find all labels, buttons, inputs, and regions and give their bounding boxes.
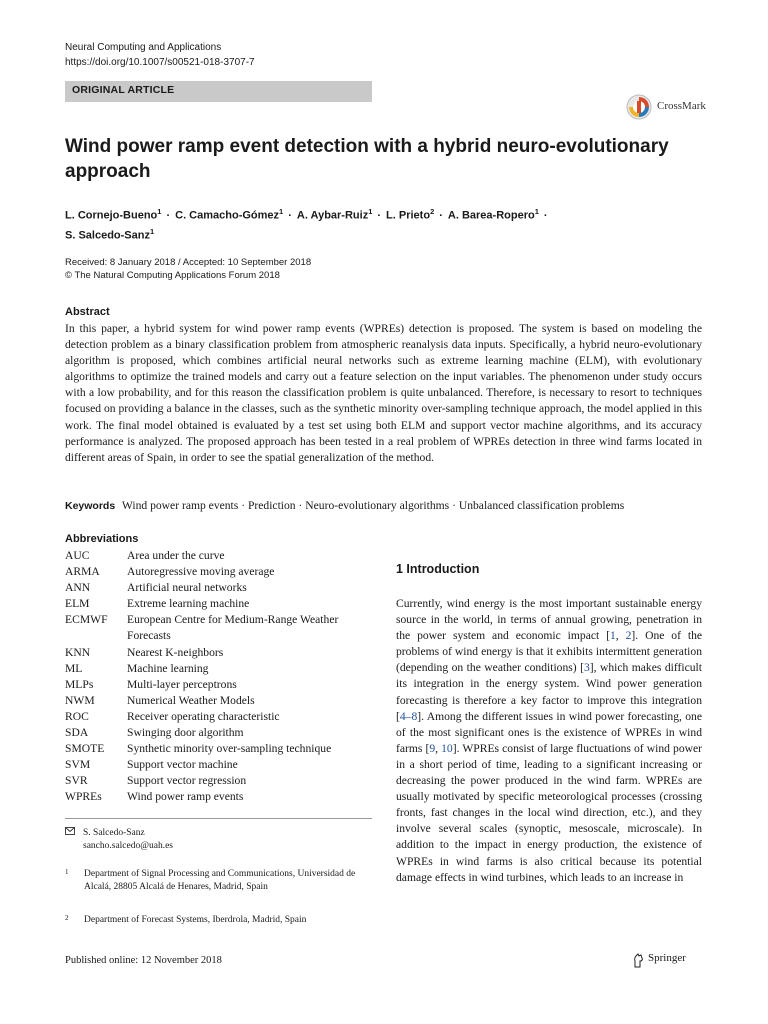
author-affiliation-mark: 1 [368,207,373,216]
abbreviation-row [65,580,375,596]
corresponding-email[interactable]: sancho.salcedo@uah.es [83,841,173,851]
crossmark-label: CrossMark [657,100,706,112]
author-line-1 [65,204,665,224]
abbreviation-definition: Autoregressive moving average [127,565,275,579]
paragraph-text: ]. One of the problems of wind energy is that it exhibits intermittent generation (depending on the weather conditions) [ [396,629,703,675]
citation-link[interactable]: 1 [610,629,616,643]
affiliation-number: 1 [65,868,69,876]
journal-name: Neural Computing and Applications [65,42,222,53]
publication-dates [65,256,311,282]
publisher-name: Springer [648,952,686,964]
abbreviation-row [65,789,375,805]
abbreviation-definition: Nearest K-neighbors [127,645,224,659]
abbreviation-row [65,757,375,773]
copyright-line: © The Natural Computing Applications Forum 2018 [65,270,280,281]
abbreviation-term: SDA [65,726,89,740]
citation-link[interactable]: 2 [625,629,632,643]
author-separator: · [166,209,171,222]
abbreviation-definition: Support vector regression [127,774,247,788]
abstract-heading: Abstract [65,306,110,318]
abbreviation-definition: European Centre for Medium-Range Weather Forecasts [127,613,339,643]
journal-header [65,40,255,70]
citation-link[interactable]: 10 [441,741,453,755]
author-separator: · [543,209,548,222]
author-separator: · [377,209,382,222]
abbreviation-row [65,693,375,709]
paragraph-text: ]. WPREs consist of large fluctuations of wind power in a short period of time, leading to a significant increasing or decreasing the power produced in the wind farm. WPREs are usually motivated by specific meteorological processes (crossing fronts, fast changes in the local wind direction, etc.), and they involve several scales (synoptic, mesoscale, microscale). In addition to the impact in energy production, the existence of WPREs in wind farms is also critical because its potential damage effects in wind turbines, which leads to an increase in [396,741,702,884]
abbreviation-definition: Machine learning [127,661,209,675]
abbreviation-definition: Extreme learning machine [127,597,250,611]
abbreviation-term: ELM [65,597,90,611]
paragraph-text: Currently, wind energy is the most important sustainable energy source in the world, in terms of annual growing, penetration in the power system and economic impact [ [396,597,702,643]
correspondence [65,827,173,853]
abbreviations-heading: Abbreviations [65,533,139,545]
paragraph-text: , [435,741,442,755]
author-name[interactable]: A. Aybar-Ruiz [296,209,369,222]
abbreviation-definition: Numerical Weather Models [127,693,255,707]
paragraph-text: ]. Among the different issues in wind power forecasting, one of the most significant ones is the existence of WPREs in wind farms [ [396,709,702,755]
abbreviation-term: ARMA [65,565,100,579]
envelope-icon [65,827,75,840]
paragraph-text: ], which makes difficult its integration in the energy system. Wind power generation forecasting is therefore a key factor to improve this integration [ [396,661,702,723]
corresponding-author: S. Salcedo-Sanz [83,828,145,838]
abbreviation-term: SVR [65,774,88,788]
affiliation-2 [65,914,374,927]
abbreviation-row [65,661,375,677]
published-online: Published online: 12 November 2018 [65,955,222,966]
abstract-text: In this paper, a hybrid system for wind power ramp events (WPREs) detection is proposed. The system is based on modeling the detection problem as a binary classification problem from atmospheric reanalysis data inputs. Specifically, a hybrid neuro-evolutionary algorithm is proposed, which combines artificial neural networks such as extreme learning machine (ELM), with evolutionary algorithms to optimize the trained models and carry out a feature selection on the input variables. The phenomenon under study occurs with a low probability, and for this reason the classification problem is quite unbalanced. Therefore, is necessary to resort to techniques focused on providing a balance in the classes, such as the synthetic minority over-sampling technique approach, the model applied in this work. The final model obtained is evaluated by a test set using both ELM and support vector machine algorithms, and its accuracy performance is analyzed. The proposed approach has been tested in a real problem of WPREs detection in three wind farms located in different areas of Spain, in order to see the spatial generalization of the method. [65,322,702,464]
article-type: ORIGINAL ARTICLE [72,84,175,96]
author-affiliation-mark: 1 [149,226,155,236]
abbreviation-term: ROC [65,709,89,723]
abbreviation-definition: Receiver operating characteristic [127,709,280,723]
author-name[interactable]: C. Camacho-Gómez [175,209,280,222]
author-name[interactable]: L. Cornejo-Bueno [65,209,158,222]
abbreviation-definition: Synthetic minority over-sampling technique [127,742,332,756]
abbreviation-row [65,645,375,661]
author-name[interactable]: A. Barea-Ropero [447,209,535,222]
abbreviation-term: MLPs [65,677,94,691]
author-affiliation-mark: 1 [534,207,539,216]
abbreviations-table [65,548,375,806]
footnote-divider [65,818,372,819]
abbreviation-definition: Area under the curve [127,549,225,562]
author-name[interactable]: S. Salcedo-Sanz [65,229,150,242]
abbreviation-definition: Swinging door algorithm [127,726,244,740]
affiliation-text: Department of Forecast Systems, Iberdrola, Madrid, Spain [84,915,307,925]
author-affiliation-mark: 2 [430,207,435,216]
author-line-2 [65,224,665,244]
citation-link[interactable]: 4–8 [399,709,418,723]
abbreviation-term: SVM [65,758,91,772]
abbreviation-definition: Wind power ramp events [127,790,244,804]
paragraph-text: , [615,629,626,643]
affiliation-number: 2 [65,914,69,922]
keywords [65,499,705,512]
author-affiliation-mark: 1 [279,207,284,216]
keywords-text: Wind power ramp events · Prediction · Neuro-evolutionary algorithms · Unbalanced classification problems [121,499,625,512]
abbreviation-definition: Artificial neural networks [127,581,247,595]
abbreviation-row [65,677,375,693]
abbreviation-definition: Multi-layer perceptrons [127,677,237,691]
abbreviation-term: ANN [65,581,91,595]
abbreviation-row [65,596,375,612]
abbreviation-row [65,612,375,644]
affiliation-text: Department of Signal Processing and Communications, Universidad de Alcalá, 28805 Alcalá de Henares, Madrid, Spain [84,869,356,892]
doi-link[interactable]: https://doi.org/10.1007/s00521-018-3707-7 [65,57,255,68]
abbreviation-term: KNN [65,645,91,659]
abbreviation-term: ML [65,661,83,675]
crossmark-badge[interactable] [626,92,736,122]
section-heading-introduction: 1 Introduction [396,562,480,576]
author-affiliation-mark: 1 [157,207,162,216]
abbreviation-row [65,548,375,564]
abbreviation-row [65,564,375,580]
springer-horse-icon [632,953,645,968]
abbreviation-row [65,709,375,725]
article-title: Wind power ramp event detection with a hybrid neuro-evolutionary approach [65,136,669,182]
author-list [65,204,665,243]
abbreviation-row [65,773,375,789]
received-accepted: Received: 8 January 2018 / Accepted: 10 September 2018 [65,257,312,268]
abbreviation-term: ECMWF [65,613,108,627]
affiliation-1 [65,868,374,894]
abbreviation-term: NWM [65,693,95,707]
abbreviation-row [65,741,375,757]
abbreviation-term: WPREs [65,790,102,804]
keywords-label: Keywords [65,500,116,512]
author-name[interactable]: L. Prieto [386,209,431,222]
article-type-banner [65,81,372,102]
introduction-paragraph [396,596,702,886]
publisher-logo [632,952,712,970]
abbreviation-row [65,725,375,741]
author-separator: · [439,209,443,222]
author-separator: · [288,209,292,222]
abbreviation-definition: Support vector machine [127,758,238,772]
abbreviation-term: AUC [65,549,90,562]
citation-link[interactable]: 9 [429,741,436,755]
crossmark-icon [626,94,652,120]
citation-link[interactable]: 3 [583,661,590,675]
abbreviation-term: SMOTE [65,742,105,756]
